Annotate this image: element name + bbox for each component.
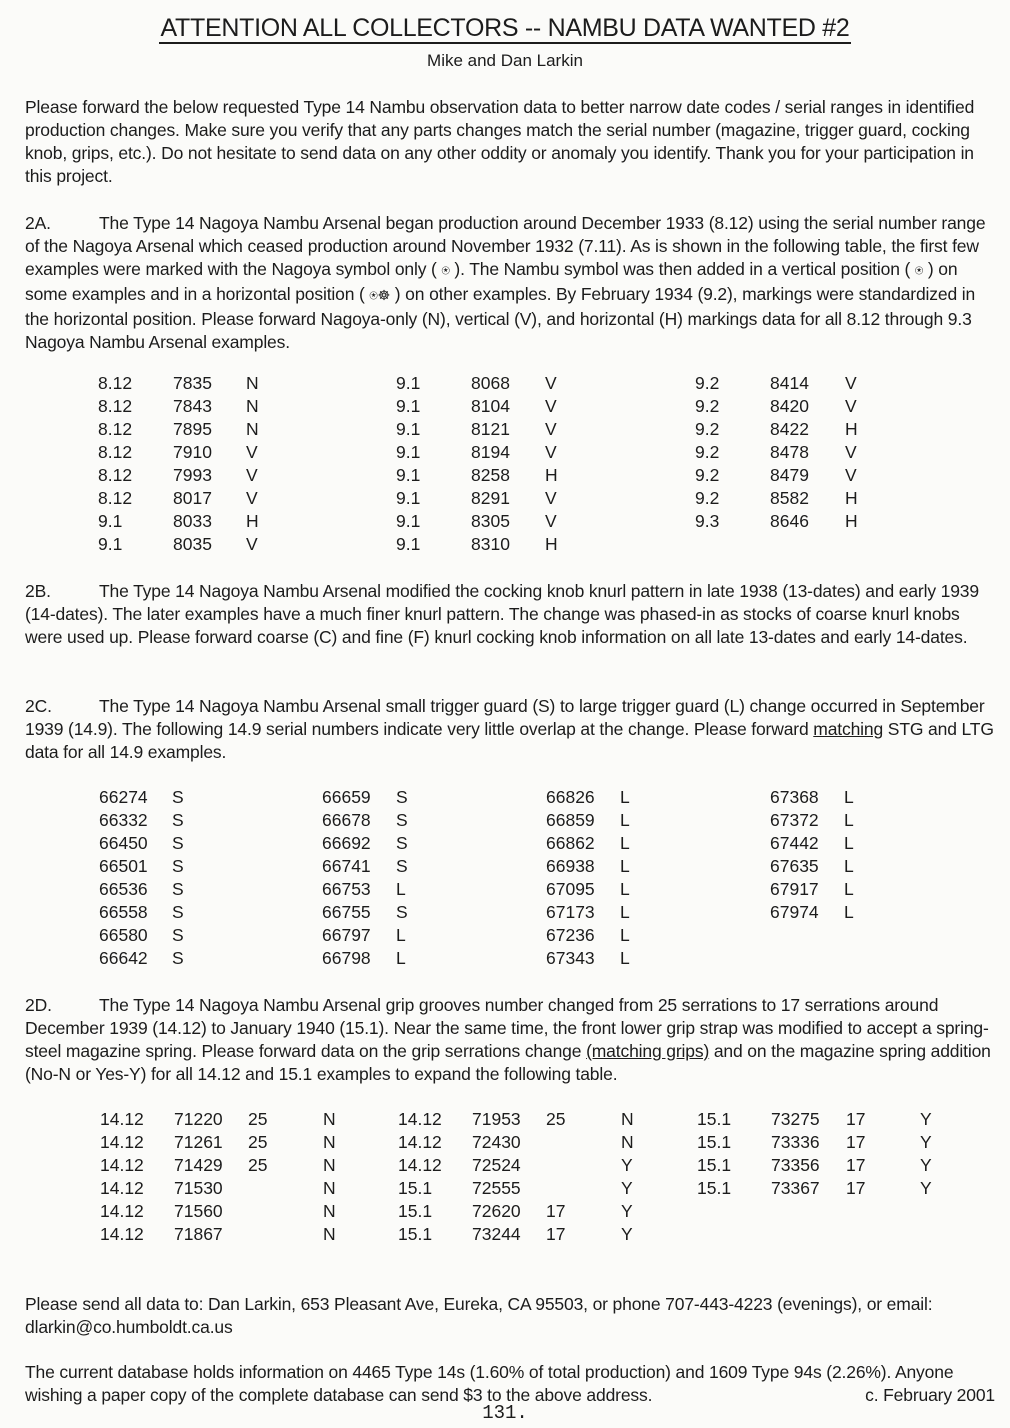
table-row [0, 372, 1010, 395]
table-2a [0, 372, 1010, 556]
table-cell: 8310 [471, 534, 510, 554]
table-cell: 9.2 [695, 465, 720, 485]
table-cell: 8068 [471, 373, 510, 393]
table-cell: 14.12 [100, 1109, 144, 1129]
section-2b-label: 2B. [25, 581, 51, 601]
nagoya-symbol-icon: ⍟ [441, 263, 450, 279]
table-cell: 14.12 [398, 1132, 442, 1152]
table-cell: 14.12 [398, 1155, 442, 1175]
table-cell: 67343 [546, 948, 595, 968]
table-cell: 66558 [99, 902, 148, 922]
table-cell: L [620, 856, 630, 876]
table-cell: 67372 [770, 810, 819, 830]
table-cell: 73356 [771, 1155, 820, 1175]
table-cell: 66536 [99, 879, 148, 899]
table-cell: 9.1 [396, 396, 421, 416]
table-row [0, 1223, 1010, 1246]
section-2c-label: 2C. [25, 696, 52, 716]
page-number: 131. [482, 1402, 528, 1424]
table-row [0, 418, 1010, 441]
table-cell: N [621, 1132, 634, 1152]
table-cell: 14.12 [398, 1109, 442, 1129]
table-cell: 9.2 [695, 396, 720, 416]
table-cell: Y [920, 1109, 932, 1129]
table-cell: V [545, 442, 557, 462]
authors: Mike and Dan Larkin [427, 51, 583, 70]
table-cell: Y [920, 1132, 932, 1152]
table-cell: S [172, 925, 184, 945]
table-cell: 66741 [322, 856, 371, 876]
table-cell: S [172, 810, 184, 830]
table-cell: 73336 [771, 1132, 820, 1152]
table-cell: V [246, 534, 258, 554]
table-row [0, 1131, 1010, 1154]
table-cell: L [396, 948, 406, 968]
table-cell: 9.1 [396, 465, 421, 485]
table-row [0, 1108, 1010, 1131]
table-cell: 8.12 [98, 465, 133, 485]
table-cell: 66862 [546, 833, 595, 853]
table-row [0, 1177, 1010, 1200]
table-row [0, 855, 1010, 878]
table-cell: 17 [846, 1132, 866, 1152]
table-row [0, 395, 1010, 418]
table-cell: 25 [248, 1109, 268, 1129]
table-row [0, 809, 1010, 832]
table-row [0, 924, 1010, 947]
table-cell: 71530 [174, 1178, 223, 1198]
table-cell: 67635 [770, 856, 819, 876]
table-cell: 25 [248, 1132, 268, 1152]
table-cell: 15.1 [697, 1132, 732, 1152]
table-cell: 9.1 [98, 511, 123, 531]
table-cell: N [246, 396, 259, 416]
table-row [0, 901, 1010, 924]
intro-paragraph: Please forward the below requested Type 14 Nambu observation data to better narrow date codes / serial ranges in identified production changes. Make sure you verify that any parts changes match the serial number (magazine, trigger guard, cocking knob, grips, etc.). Do not hesitate to send data on any other oddity or anomaly you identify. Thank you for your participation in this project. [25, 97, 975, 186]
table-cell: 8479 [770, 465, 809, 485]
table-cell: 8194 [471, 442, 510, 462]
section-2c-paragraph: 2C. The Type 14 Nagoya Nambu Arsenal small trigger guard (S) to large trigger guard (L) change occurred in September 1939 (14.9). The following 14.9 serial numbers indicate very little overlap at the change. Please forward matching STG and LTG data for all 14.9 examples. [25, 696, 994, 762]
table-cell: 15.1 [697, 1178, 732, 1198]
table-cell: 7843 [173, 396, 212, 416]
table-cell: 14.12 [100, 1132, 144, 1152]
table-row [0, 947, 1010, 970]
table-cell: 72524 [472, 1155, 521, 1175]
table-cell: 67173 [546, 902, 595, 922]
table-cell: 72620 [472, 1201, 521, 1221]
table-cell: 8.12 [98, 442, 133, 462]
table-cell: N [246, 373, 259, 393]
table-cell: 67442 [770, 833, 819, 853]
table-cell: 67095 [546, 879, 595, 899]
table-cell: L [396, 925, 406, 945]
table-row [0, 510, 1010, 533]
table-cell: 25 [248, 1155, 268, 1175]
table-cell: 15.1 [398, 1178, 433, 1198]
table-cell: V [845, 373, 857, 393]
table-cell: 66332 [99, 810, 148, 830]
table-2d [0, 1108, 1010, 1246]
table-cell: S [396, 787, 408, 807]
table-cell: S [396, 810, 408, 830]
table-cell: 66678 [322, 810, 371, 830]
nambu-horizontal-symbol-icon: ⍟☸ [369, 288, 391, 304]
table-row [0, 1200, 1010, 1223]
section-2d-paragraph: 2D. The Type 14 Nagoya Nambu Arsenal grip grooves number changed from 25 serrations to 17 serrations around December 1939 (14.12) to January 1940 (15.1). Near the same time, the front lower grip strap was modified to accept a spring-steel magazine spring. Please forward data on the grip serrations change (matching grips) and on the magazine spring addition (No-N or Yes-Y) for all 14.12 and 15.1 examples to expand the following table. [25, 995, 991, 1084]
table-cell: 8.12 [98, 396, 133, 416]
table-cell: H [845, 419, 858, 439]
table-cell: N [323, 1109, 336, 1129]
table-cell: 8033 [173, 511, 212, 531]
table-cell: V [845, 396, 857, 416]
table-cell: 8121 [471, 419, 510, 439]
table-cell: 9.2 [695, 373, 720, 393]
table-cell: L [620, 879, 630, 899]
table-cell: 72555 [472, 1178, 521, 1198]
table-cell: 67974 [770, 902, 819, 922]
table-cell: 66274 [99, 787, 148, 807]
table-cell: 66859 [546, 810, 595, 830]
table-cell: N [621, 1109, 634, 1129]
table-cell: 9.1 [396, 373, 421, 393]
table-cell: 7993 [173, 465, 212, 485]
table-cell: 9.2 [695, 488, 720, 508]
table-cell: S [396, 833, 408, 853]
table-cell: L [844, 833, 854, 853]
table-cell: 14.12 [100, 1201, 144, 1221]
table-cell: 66642 [99, 948, 148, 968]
table-cell: 8291 [471, 488, 510, 508]
table-cell: 66659 [322, 787, 371, 807]
table-cell: 15.1 [697, 1109, 732, 1129]
table-cell: 9.1 [396, 488, 421, 508]
table-cell: S [396, 902, 408, 922]
table-cell: L [620, 833, 630, 853]
table-cell: V [545, 511, 557, 531]
table-row [0, 832, 1010, 855]
table-cell: 66501 [99, 856, 148, 876]
table-cell: L [844, 902, 854, 922]
table-cell: 17 [546, 1224, 566, 1244]
table-cell: 66938 [546, 856, 595, 876]
table-row [0, 487, 1010, 510]
table-cell: L [620, 902, 630, 922]
table-cell: 9.2 [695, 419, 720, 439]
table-cell: 67236 [546, 925, 595, 945]
table-cell: 17 [546, 1201, 566, 1221]
table-cell: 9.3 [695, 511, 720, 531]
table-cell: N [323, 1155, 336, 1175]
table-cell: N [323, 1224, 336, 1244]
table-cell: 8582 [770, 488, 809, 508]
section-2d-label: 2D. [25, 995, 52, 1015]
table-cell: 66798 [322, 948, 371, 968]
table-cell: 9.2 [695, 442, 720, 462]
table-cell: 71429 [174, 1155, 223, 1175]
table-cell: Y [621, 1155, 633, 1175]
table-cell: L [844, 879, 854, 899]
table-cell: 15.1 [398, 1201, 433, 1221]
table-row [0, 1154, 1010, 1177]
table-cell: 7895 [173, 419, 212, 439]
table-cell: L [620, 948, 630, 968]
page-title: ATTENTION ALL COLLECTORS -- NAMBU DATA WANTED #2 [160, 14, 850, 42]
table-cell: S [172, 879, 184, 899]
table-cell: 71220 [174, 1109, 223, 1129]
table-cell: 25 [546, 1109, 566, 1129]
table-cell: 71953 [472, 1109, 521, 1129]
table-cell: 8104 [471, 396, 510, 416]
table-cell: 66826 [546, 787, 595, 807]
table-cell: V [845, 465, 857, 485]
table-cell: S [172, 948, 184, 968]
document-date: c. February 2001 [865, 1385, 995, 1405]
table-cell: N [323, 1132, 336, 1152]
table-cell: 8420 [770, 396, 809, 416]
table-cell: 15.1 [398, 1224, 433, 1244]
table-cell: 9.1 [396, 442, 421, 462]
table-cell: 66692 [322, 833, 371, 853]
table-cell: Y [920, 1155, 932, 1175]
table-cell: V [545, 396, 557, 416]
table-cell: V [246, 442, 258, 462]
table-cell: 67368 [770, 787, 819, 807]
table-cell: 8035 [173, 534, 212, 554]
table-cell: N [246, 419, 259, 439]
contact-paragraph: Please send all data to: Dan Larkin, 653 Pleasant Ave, Eureka, CA 95503, or phone 707-443-4223 (evenings), or email: dlarkin@co.humboldt.ca.us [25, 1294, 933, 1337]
table-cell: 8646 [770, 511, 809, 531]
table-cell: S [172, 833, 184, 853]
table-cell: L [620, 787, 630, 807]
table-row [0, 441, 1010, 464]
table-cell: 8017 [173, 488, 212, 508]
table-cell: H [246, 511, 259, 531]
table-cell: 66797 [322, 925, 371, 945]
database-paragraph: The current database holds information on 4465 Type 14s (1.60% of total production) and 1609 Type 94s (2.26%). Anyone wishing a paper copy of the complete database can send $3 to the above address. c. February 2001 [25, 1362, 995, 1405]
table-cell: 72430 [472, 1132, 521, 1152]
table-cell: 71560 [174, 1201, 223, 1221]
table-cell: 14.12 [100, 1155, 144, 1175]
section-2b-paragraph: 2B. The Type 14 Nagoya Nambu Arsenal modified the cocking knob knurl pattern in late 1938 (13-dates) and early 1939 (14-dates). The later examples have a much finer knurl pattern. The change was phased-in as stocks of coarse knurl knobs were used up. Please forward coarse (C) and fine (F) knurl cocking knob information on all late 13-dates and early 14-dates. [25, 581, 979, 647]
table-cell: L [620, 810, 630, 830]
table-cell: S [172, 787, 184, 807]
table-cell: 8422 [770, 419, 809, 439]
table-cell: 66753 [322, 879, 371, 899]
table-cell: 9.1 [396, 534, 421, 554]
table-cell: L [844, 810, 854, 830]
table-cell: V [845, 442, 857, 462]
table-cell: 17 [846, 1178, 866, 1198]
nambu-vertical-symbol-icon: ⍟ [914, 263, 924, 279]
table-cell: 7910 [173, 442, 212, 462]
table-cell: 66580 [99, 925, 148, 945]
table-row [0, 878, 1010, 901]
table-cell: L [844, 856, 854, 876]
table-cell: 17 [846, 1155, 866, 1175]
table-cell: 73367 [771, 1178, 820, 1198]
table-cell: 9.1 [396, 511, 421, 531]
table-cell: 73275 [771, 1109, 820, 1129]
table-cell: 8.12 [98, 373, 133, 393]
table-cell: V [545, 419, 557, 439]
table-cell: 8258 [471, 465, 510, 485]
table-cell: L [844, 787, 854, 807]
table-row [0, 786, 1010, 809]
table-cell: 71867 [174, 1224, 223, 1244]
table-cell: N [323, 1201, 336, 1221]
table-cell: V [246, 488, 258, 508]
table-cell: Y [920, 1178, 932, 1198]
table-cell: 8.12 [98, 419, 133, 439]
table-cell: Y [621, 1224, 633, 1244]
table-cell: 67917 [770, 879, 819, 899]
table-cell: 14.12 [100, 1224, 144, 1244]
table-cell: N [323, 1178, 336, 1198]
table-cell: 73244 [472, 1224, 521, 1244]
table-cell: H [545, 534, 558, 554]
table-cell: V [545, 373, 557, 393]
table-2c [0, 786, 1010, 970]
table-cell: V [545, 488, 557, 508]
table-cell: H [845, 511, 858, 531]
table-cell: 9.1 [396, 419, 421, 439]
table-cell: 8478 [770, 442, 809, 462]
table-cell: H [845, 488, 858, 508]
table-cell: Y [621, 1178, 633, 1198]
table-cell: S [172, 856, 184, 876]
table-cell: 14.12 [100, 1178, 144, 1198]
section-2a-paragraph: 2A. The Type 14 Nagoya Nambu Arsenal began production around December 1933 (8.12) using the serial number range of the Nagoya Arsenal which ceased production around November 1932 (7.11). As is shown in the following table, the first few examples were marked with the Nagoya symbol only ( ⍟ ). The Nambu symbol was then added in a vertical position ( ⍟ ) on some examples and in a horizontal position ( ⍟☸ ) on other examples. By February 1934 (9.2), markings were standardized in the horizontal position. Please forward Nagoya-only (N), vertical (V), and horizontal (H) markings data for all 8.12 through 9.3 Nagoya Nambu Arsenal examples. [25, 213, 986, 352]
table-cell: S [396, 856, 408, 876]
table-cell: H [545, 465, 558, 485]
table-row [0, 533, 1010, 556]
table-cell: 71261 [174, 1132, 223, 1152]
table-cell: V [246, 465, 258, 485]
table-cell: 7835 [173, 373, 212, 393]
table-cell: 8414 [770, 373, 809, 393]
table-cell: 17 [846, 1109, 866, 1129]
table-cell: L [620, 925, 630, 945]
table-cell: 8305 [471, 511, 510, 531]
table-cell: 66755 [322, 902, 371, 922]
table-cell: Y [621, 1201, 633, 1221]
table-cell: L [396, 879, 406, 899]
section-2a-label: 2A. [25, 213, 51, 233]
table-cell: 8.12 [98, 488, 133, 508]
table-cell: 66450 [99, 833, 148, 853]
table-cell: S [172, 902, 184, 922]
table-row [0, 464, 1010, 487]
table-cell: 9.1 [98, 534, 123, 554]
table-cell: 15.1 [697, 1155, 732, 1175]
